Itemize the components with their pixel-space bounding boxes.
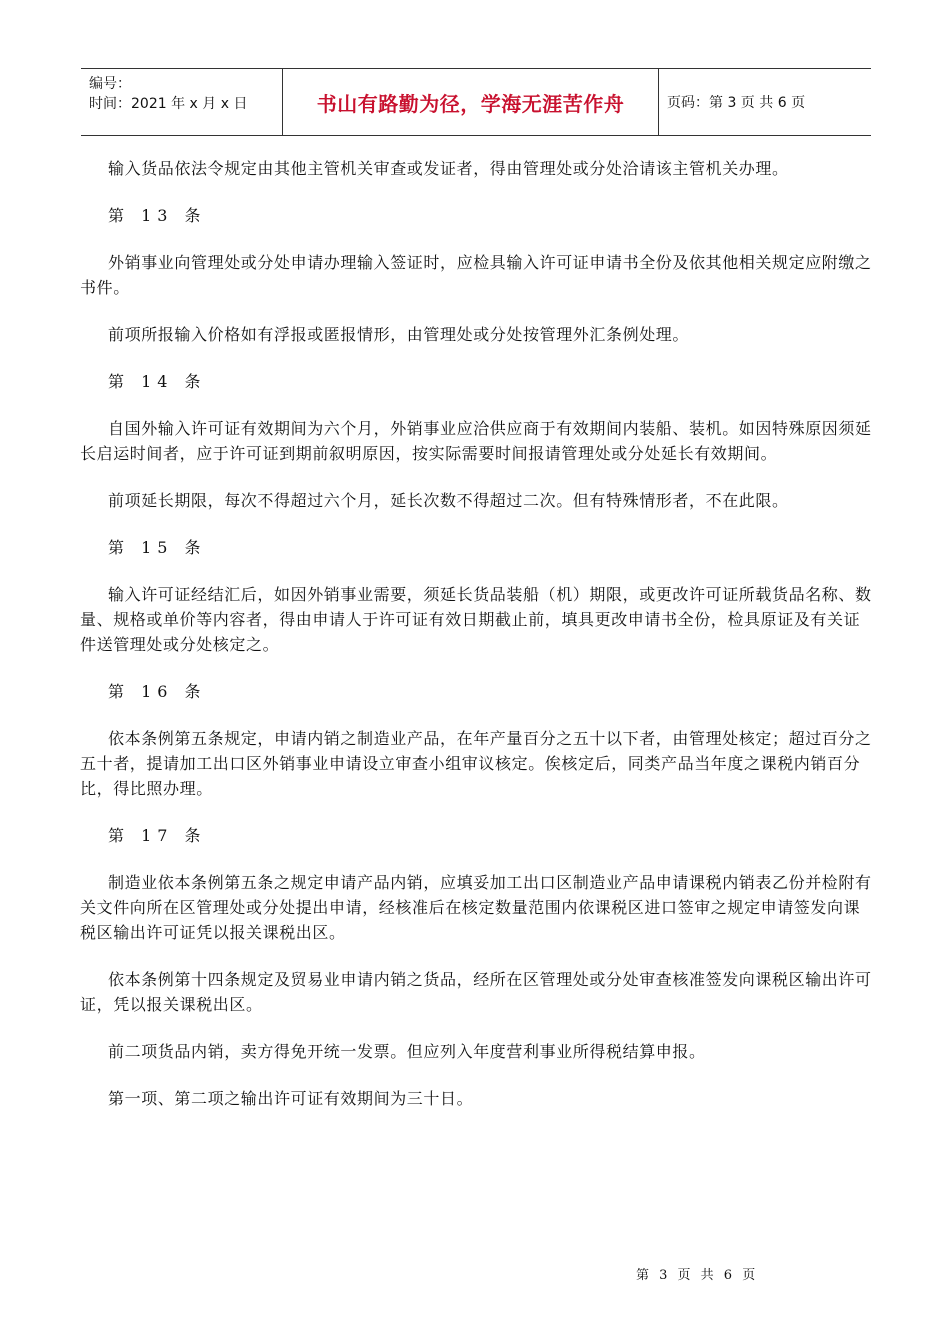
paragraph: 输入货品依法令规定由其他主管机关审查或发证者，得由管理处或分处洽请该主管机关办理。: [108, 159, 789, 178]
header-info-cell: [81, 69, 283, 135]
article-heading: 第 14 条: [108, 372, 207, 391]
paragraph: 输入许可证经结汇后，如因外销事业需要，须延长货品装船（机）期限，或更改许可证所载货品名称、数量、规格或单价等内容者，得由申请人于许可证有效日期截止前，填具更改申请书全份，检具原证及有关证件送管理处或分处核定之。: [80, 585, 872, 654]
paragraph: 第一项、第二项之输出许可证有效期间为三十日。: [108, 1089, 474, 1108]
paragraph: 前二项货品内销，卖方得免开统一发票。但应列入年度营利事业所得税结算申报。: [108, 1042, 706, 1061]
page-header: [81, 68, 871, 136]
paragraph: 依本条例第十四条规定及贸易业申请内销之货品，经所在区管理处或分处审查核准签发向课税区输出许可证，凭以报关课税出区。: [80, 970, 872, 1014]
header-motto: 书山有路勤为径，学海无涯苦作舟: [283, 69, 659, 135]
article-heading: 第 17 条: [108, 826, 207, 845]
paragraph: 依本条例第五条规定，申请内销之制造业产品，在年产量百分之五十以下者，由管理处核定；超过百分之五十者，提请加工出口区外销事业申请设立审查小组审议核定。俟核定后，同类产品当年度之课税内销百分比，得比照办理。: [80, 729, 872, 798]
document-time-label: 时间：2021 年 x 月 x 日: [89, 96, 248, 112]
paragraph: 前项所报输入价格如有浮报或匿报情形，由管理处或分处按管理外汇条例处理。: [108, 325, 690, 344]
paragraph: 制造业依本条例第五条之规定申请产品内销，应填妥加工出口区制造业产品申请课税内销表乙份并检附有关文件向所在区管理处或分处提出申请，经核准后在核定数量范围内依课税区进口签审之规定申请签发向课税区输出许可证凭以报关课税出区。: [80, 873, 872, 942]
article-heading: 第 15 条: [108, 538, 207, 557]
article-heading: 第 16 条: [108, 682, 207, 701]
header-page-number: 页码：第 3 页 共 6 页: [667, 95, 806, 111]
article-heading: 第 13 条: [108, 206, 207, 225]
document-body: [80, 156, 875, 1111]
paragraph: 外销事业向管理处或分处申请办理输入签证时，应检具输入许可证申请书全份及依其他相关规定应附缴之书件。: [80, 253, 872, 297]
paragraph: 前项延长期限，每次不得超过六个月，延长次数不得超过二次。但有特殊情形者，不在此限。: [108, 491, 789, 510]
page-footer: 第 3 页 共 6 页: [636, 1268, 759, 1283]
document-number-label: 编号：: [89, 76, 131, 92]
paragraph: 自国外输入许可证有效期间为六个月，外销事业应洽供应商于有效期间内装船、装机。如因特殊原因须延长启运时间者，应于许可证到期前叙明原因，按实际需要时间报请管理处或分处延长有效期间。: [80, 419, 872, 463]
